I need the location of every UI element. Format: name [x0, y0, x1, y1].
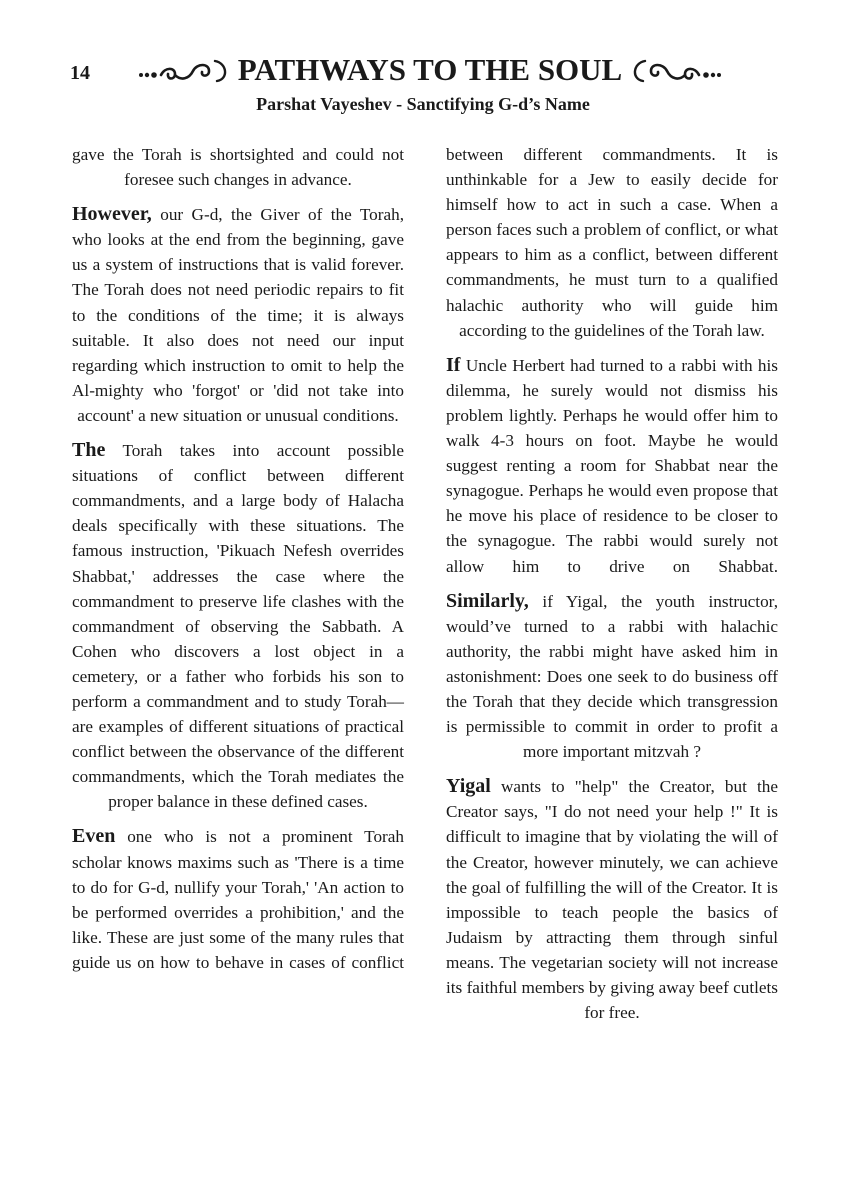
paragraph-lead: Similarly,	[446, 589, 529, 612]
paragraph	[446, 142, 778, 343]
paragraph-lead: The	[72, 439, 106, 462]
paragraph	[446, 589, 778, 765]
paragraph	[72, 824, 404, 975]
scroll-ornament-right-icon	[628, 55, 723, 85]
paragraph-text: Torah takes into account possible situations of conflict between different commandments, and a large body of Halacha deals specifically with these situations. The famous instruction, 'Pikuach Nefesh overrides Shabbat,' addresses the case where the commandment to preserve life clashes with the commandment of observing the Sabbath. A Cohen who discovers a lost object in a cemetery, or a father who forbids his son to perform a commandment and to study Torah—are examples of different situations of practical conflict between the observance of the different commandments, which the Torah mediates the proper balance in these defined cases.	[72, 441, 404, 812]
chapter-subtitle: Parshat Vayeshev - Sanctifying G-d’s Name	[256, 94, 590, 114]
page-number: 14	[70, 62, 90, 84]
scroll-ornament-left-icon	[137, 55, 232, 85]
left-column	[72, 142, 404, 985]
paragraph-lead: If	[446, 353, 461, 376]
paragraph	[72, 438, 404, 814]
paragraph-text: wants to "help" the Creator, but the Creator says, "I do not need your help !" It is difficult to imagine that by violating the will of the Creator, however minutely, we can achieve the goal of fulfilling the will of the Creator. It is impossible to teach people the basics of Judaism by attracting them through sinful means. The vegetarian society will not increase its faithful members by giving away beef cutlets for free.	[446, 777, 778, 1023]
paragraph	[72, 142, 404, 192]
paragraph-lead: Yigal	[446, 775, 491, 798]
paragraph	[72, 202, 404, 428]
paragraph-text: one who is not a prominent Torah scholar knows maxims such as 'There is a time to do for G-d, nullify your Torah,' 'An action to be performed overrides a prohibition,' and the like. These are just some of the many rules that guide us on how to behave in cases of conflict	[72, 827, 404, 972]
paragraph-text: our G-d, the Giver of the Torah, who looks at the end from the beginning, gave us a system of instructions that is valid forever. The Torah does not need periodic repairs to fit to the conditions of the time; it is always suitable. It also does not need our input regarding which instruction to omit to help the Al-mighty who 'forgot' or 'did not take into account' a new situation or unusual conditions.	[72, 205, 404, 425]
paragraph	[446, 774, 778, 1025]
paragraph-text: if Yigal, the youth instructor, would’ve turned to a rabbi with halachic authority, the rabbi might have asked him in astonishment: Does one seek to do business off the Torah that they decide which transgression is permissible to commit in order to profit a more important mitzvah ?	[446, 591, 778, 762]
paragraph-text: Uncle Herbert had turned to a rabbi with his dilemma, he surely would not dismiss his problem lightly. Perhaps he would offer him to walk 4-3 hours on foot. Maybe he would suggest renting a room for Shabbat near the synagogue. Perhaps he would even propose that he move his place of residence to be closer to the synagogue. The rabbi would surely not allow him to drive on Shabbat.	[446, 355, 778, 576]
running-header	[130, 50, 730, 90]
paragraph-lead: Even	[72, 825, 116, 848]
paragraph-text: gave the Torah is shortsighted and could not foresee such changes in advance.	[72, 145, 404, 190]
paragraph-lead: However,	[72, 203, 152, 226]
running-title: PATHWAYS TO THE SOUL	[237, 52, 623, 87]
paragraph-text: between different commandments. It is unthinkable for a Jew to easily decide for himself how to act in such a case. When a person faces such a problem of conflict, or what appears to him as a conflict, between different commandments, he must turn to a qualified halachic authority who will guide him according to the guidelines of the Torah law.	[446, 145, 778, 340]
paragraph	[446, 353, 778, 579]
right-column	[446, 142, 778, 1035]
